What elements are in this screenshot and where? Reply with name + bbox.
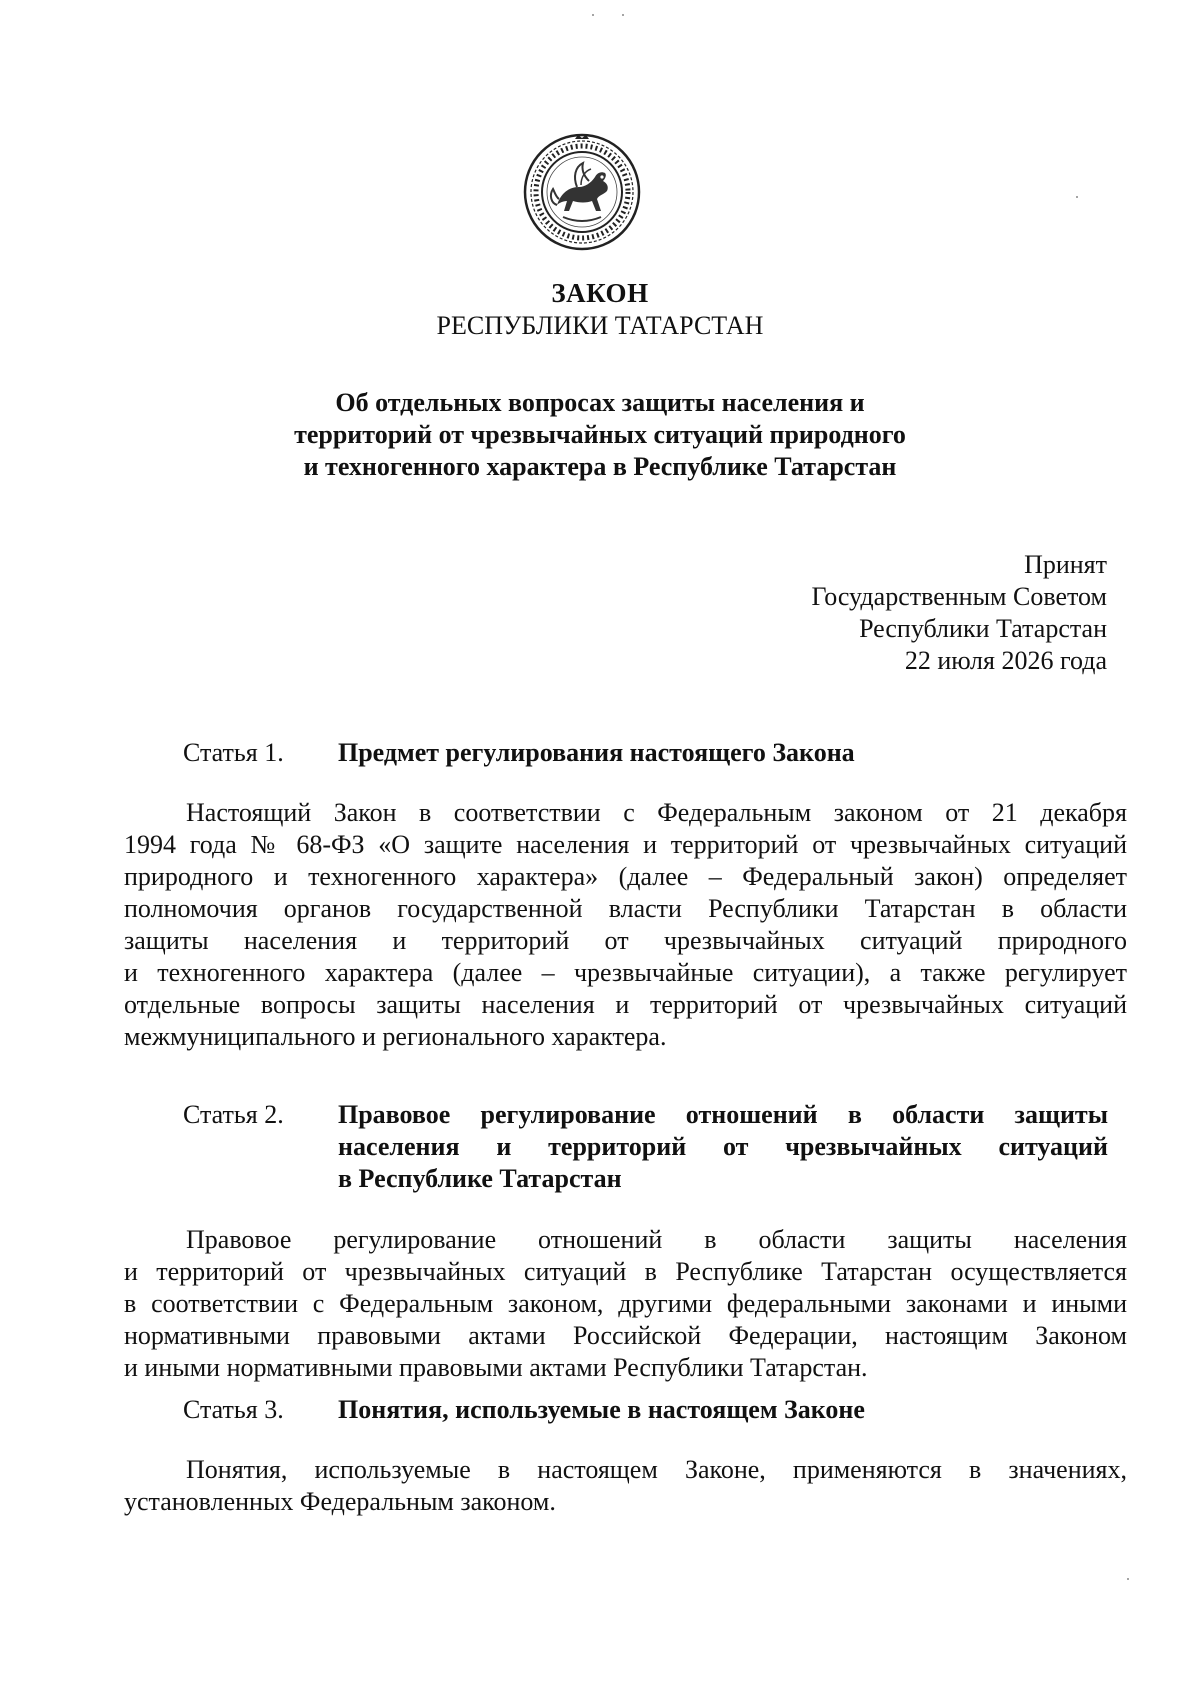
paragraph-line: и территорий от чрезвычайных ситуаций в Республике Татарстан осуществляется (124, 1257, 1127, 1286)
law-title-line: и техногенного характера в Республике Татарстан (303, 452, 897, 481)
paragraph-line: Настоящий Закон в соответствии с Федеральным законом от 21 декабря (186, 798, 1127, 827)
adoption-date: 22 июля 2026 года (904, 646, 1107, 675)
paragraph-line: природного и техногенного характера» (далее – Федеральный закон) определяет (124, 862, 1127, 891)
article-3-body (124, 1454, 1127, 1518)
article-number: Статья 3. (183, 1395, 284, 1424)
article-title-line: населения и территорий от чрезвычайных ситуаций (338, 1132, 1108, 1161)
article-title-line: в Республике Татарстан (338, 1164, 622, 1193)
paragraph-line: нормативными правовыми актами Российской Федерации, настоящим Законом (124, 1321, 1127, 1350)
paragraph-line: и иными нормативными правовыми актами Республики Татарстан. (124, 1353, 868, 1382)
paragraph-line: 1994 года № 68-ФЗ «О защите населения и территорий от чрезвычайных ситуаций (124, 830, 1127, 859)
article-title: Предмет регулирования настоящего Закона (338, 738, 855, 767)
paragraph-line: отдельные вопросы защиты населения и территорий от чрезвычайных ситуаций (124, 990, 1127, 1019)
scan-speck (1127, 1578, 1129, 1580)
article-2-body (124, 1224, 1127, 1384)
adoption-line: Республики Татарстан (859, 614, 1107, 643)
article-title-line: Правовое регулирование отношений в области защиты (338, 1100, 1108, 1129)
paragraph-line: Правовое регулирование отношений в области защиты населения (186, 1225, 1127, 1254)
paragraph-line: в соответствии с Федеральным законом, другими федеральными законами и иными (124, 1289, 1127, 1318)
article-title: Понятия, используемые в настоящем Законе (338, 1395, 865, 1424)
paragraph-line: защиты населения и территорий от чрезвычайных ситуаций природного (124, 926, 1127, 955)
scan-speck (592, 14, 594, 16)
law-title-line: территорий от чрезвычайных ситуаций природного (294, 420, 906, 449)
adoption-block (811, 549, 1107, 677)
law-heading: ЗАКОН (551, 278, 649, 308)
article-1-body (124, 797, 1127, 1053)
coat-of-arms-icon (523, 133, 641, 251)
scan-speck (1076, 196, 1078, 198)
article-title (338, 1099, 1108, 1195)
paragraph-line: и техногенного характера (далее – чрезвычайные ситуации), а также регулирует (124, 958, 1127, 987)
article-number: Статья 1. (183, 738, 284, 767)
law-title (0, 387, 1200, 483)
paragraph-line: установленных Федеральным законом. (124, 1487, 556, 1516)
paragraph-line: полномочия органов государственной власти Республики Татарстан в области (124, 894, 1127, 923)
adoption-line: Принят (1024, 550, 1107, 579)
paragraph-line: межмуниципального и регионального характера. (124, 1022, 667, 1051)
republic-heading: РЕСПУБЛИКИ ТАТАРСТАН (436, 311, 764, 340)
scan-speck (622, 14, 624, 16)
adoption-line: Государственным Советом (811, 582, 1107, 611)
paragraph-line: Понятия, используемые в настоящем Законе, применяются в значениях, (186, 1455, 1127, 1484)
article-number: Статья 2. (183, 1100, 284, 1129)
law-title-line: Об отдельных вопросах защиты населения и (335, 388, 865, 417)
